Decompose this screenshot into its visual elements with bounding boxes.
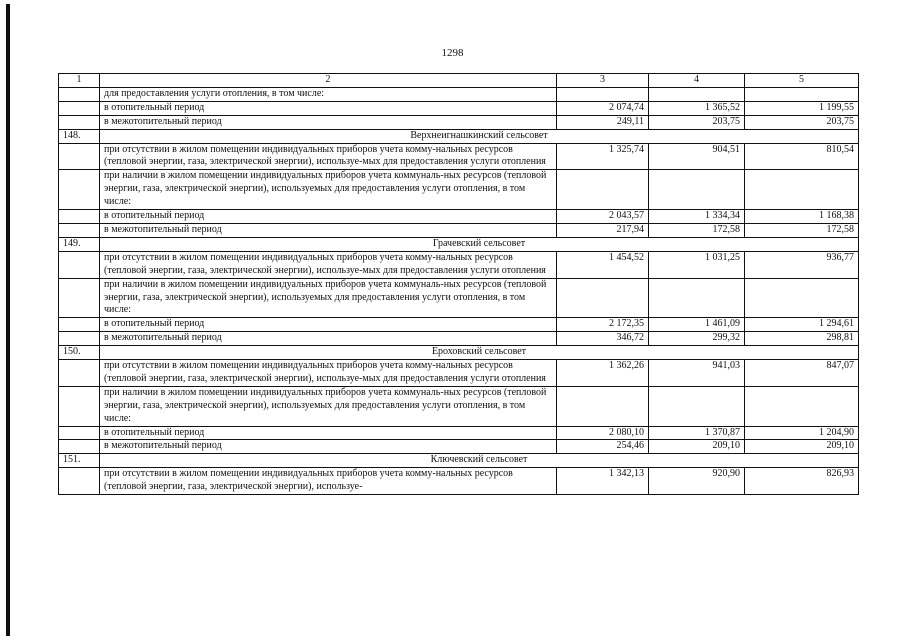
column-number-1: 1 [59, 74, 100, 88]
row-number-cell [59, 386, 100, 426]
row-number-cell [59, 143, 100, 170]
row-number-cell [59, 360, 100, 387]
description-cell: при наличии в жилом помещении индивидуальных приборов учета коммуналь-ных ресурсов (тепловой энергии, газа, электрической энергии), используемых для предоставления услуги отопления, в том числе: [100, 278, 557, 318]
table-row [59, 210, 859, 224]
table-row [59, 101, 859, 115]
table-row [59, 426, 859, 440]
value-cell-col5 [745, 170, 859, 210]
value-cell-col5: 172,58 [745, 223, 859, 237]
row-number-cell [59, 468, 100, 495]
section-title: Ероховский сельсовет [100, 346, 859, 360]
value-cell-col3: 249,11 [557, 115, 649, 129]
value-cell-col5 [745, 278, 859, 318]
value-cell-col4 [649, 278, 745, 318]
table-row [59, 318, 859, 332]
value-cell-col4: 941,03 [649, 360, 745, 387]
section-number: 150. [59, 346, 100, 360]
description-cell: при отсутствии в жилом помещении индивидуальных приборов учета комму-нальных ресурсов (тепловой энергии, газа, электрической энергии), используе-мых для предоставления услуги отопления [100, 251, 557, 278]
table-row [59, 278, 859, 318]
value-cell-col4: 1 370,87 [649, 426, 745, 440]
value-cell-col5: 1 168,38 [745, 210, 859, 224]
value-cell-col4: 920,90 [649, 468, 745, 495]
value-cell-col4: 172,58 [649, 223, 745, 237]
value-cell-col3 [557, 278, 649, 318]
value-cell-col3: 1 325,74 [557, 143, 649, 170]
page-binding-line [6, 4, 10, 636]
value-cell-col3: 2 172,35 [557, 318, 649, 332]
value-cell-col5: 826,93 [745, 468, 859, 495]
table-row [59, 115, 859, 129]
value-cell-col3 [557, 386, 649, 426]
value-cell-col3: 346,72 [557, 332, 649, 346]
section-row [59, 454, 859, 468]
row-number-cell [59, 278, 100, 318]
description-cell: для предоставления услуги отопления, в том числе: [100, 87, 557, 101]
row-number-cell [59, 426, 100, 440]
value-cell-col4: 209,10 [649, 440, 745, 454]
row-number-cell [59, 115, 100, 129]
value-cell-col5: 1 199,55 [745, 101, 859, 115]
row-number-cell [59, 440, 100, 454]
value-cell-col3 [557, 87, 649, 101]
table-row [59, 332, 859, 346]
description-cell: в отопительный период [100, 210, 557, 224]
value-cell-col5: 810,54 [745, 143, 859, 170]
description-cell: при наличии в жилом помещении индивидуальных приборов учета коммуналь-ных ресурсов (тепловой энергии, газа, электрической энергии), используемых для предоставления услуги отопления, в том числе: [100, 170, 557, 210]
value-cell-col5: 1 294,61 [745, 318, 859, 332]
description-cell: при отсутствии в жилом помещении индивидуальных приборов учета комму-нальных ресурсов (тепловой энергии, газа, электрической энергии), используе- [100, 468, 557, 495]
value-cell-col4: 904,51 [649, 143, 745, 170]
column-number-3: 3 [557, 74, 649, 88]
value-cell-col5 [745, 87, 859, 101]
row-number-cell [59, 318, 100, 332]
table-row [59, 386, 859, 426]
value-cell-col5: 936,77 [745, 251, 859, 278]
description-cell: в отопительный период [100, 318, 557, 332]
section-row [59, 129, 859, 143]
value-cell-col4: 1 031,25 [649, 251, 745, 278]
value-cell-col4: 1 365,52 [649, 101, 745, 115]
table-row [59, 143, 859, 170]
column-number-5: 5 [745, 74, 859, 88]
description-cell: в межотопительный период [100, 223, 557, 237]
page-number: 1298 [441, 47, 464, 59]
section-title: Верхнеигнашкинский сельсовет [100, 129, 859, 143]
row-number-cell [59, 332, 100, 346]
value-cell-col4: 299,32 [649, 332, 745, 346]
value-cell-col3 [557, 170, 649, 210]
section-row [59, 237, 859, 251]
description-cell: в межотопительный период [100, 440, 557, 454]
section-title: Грачевский сельсовет [100, 237, 859, 251]
row-number-cell [59, 101, 100, 115]
value-cell-col4 [649, 87, 745, 101]
value-cell-col4: 1 461,09 [649, 318, 745, 332]
table-row [59, 223, 859, 237]
description-cell: при отсутствии в жилом помещении индивидуальных приборов учета комму-нальных ресурсов (тепловой энергии, газа, электрической энергии), используе-мых для предоставления услуги отопления [100, 360, 557, 387]
row-number-cell [59, 87, 100, 101]
table-row [59, 440, 859, 454]
value-cell-col5: 847,07 [745, 360, 859, 387]
value-cell-col3: 2 080,10 [557, 426, 649, 440]
value-cell-col3: 2 074,74 [557, 101, 649, 115]
row-number-cell [59, 210, 100, 224]
row-number-cell [59, 251, 100, 278]
value-cell-col3: 1 342,13 [557, 468, 649, 495]
row-number-cell [59, 223, 100, 237]
value-cell-col4: 1 334,34 [649, 210, 745, 224]
value-cell-col4 [649, 170, 745, 210]
description-cell: в межотопительный период [100, 115, 557, 129]
row-number-cell [59, 170, 100, 210]
value-cell-col3: 254,46 [557, 440, 649, 454]
section-number: 151. [59, 454, 100, 468]
value-cell-col3: 1 454,52 [557, 251, 649, 278]
description-cell: при отсутствии в жилом помещении индивидуальных приборов учета комму-нальных ресурсов (тепловой энергии, газа, электрической энергии), используе-мых для предоставления услуги отопления [100, 143, 557, 170]
value-cell-col5: 203,75 [745, 115, 859, 129]
column-number-2: 2 [100, 74, 557, 88]
value-cell-col3: 217,94 [557, 223, 649, 237]
table-row [59, 468, 859, 495]
table-row [59, 87, 859, 101]
description-cell: при наличии в жилом помещении индивидуальных приборов учета коммуналь-ных ресурсов (тепловой энергии, газа, электрической энергии), используемых для предоставления услуги отопления, в том числе: [100, 386, 557, 426]
value-cell-col5: 298,81 [745, 332, 859, 346]
description-cell: в межотопительный период [100, 332, 557, 346]
value-cell-col4: 203,75 [649, 115, 745, 129]
value-cell-col3: 1 362,26 [557, 360, 649, 387]
section-row [59, 346, 859, 360]
value-cell-col5 [745, 386, 859, 426]
table-header-row [59, 74, 859, 88]
value-cell-col3: 2 043,57 [557, 210, 649, 224]
table-row [59, 360, 859, 387]
section-number: 148. [59, 129, 100, 143]
description-cell: в отопительный период [100, 426, 557, 440]
section-title: Ключевский сельсовет [100, 454, 859, 468]
value-cell-col5: 209,10 [745, 440, 859, 454]
table-row [59, 251, 859, 278]
description-cell: в отопительный период [100, 101, 557, 115]
section-number: 149. [59, 237, 100, 251]
column-number-4: 4 [649, 74, 745, 88]
value-cell-col5: 1 204,90 [745, 426, 859, 440]
tariff-table [58, 73, 859, 495]
value-cell-col4 [649, 386, 745, 426]
table-body [59, 87, 859, 494]
table-row [59, 170, 859, 210]
